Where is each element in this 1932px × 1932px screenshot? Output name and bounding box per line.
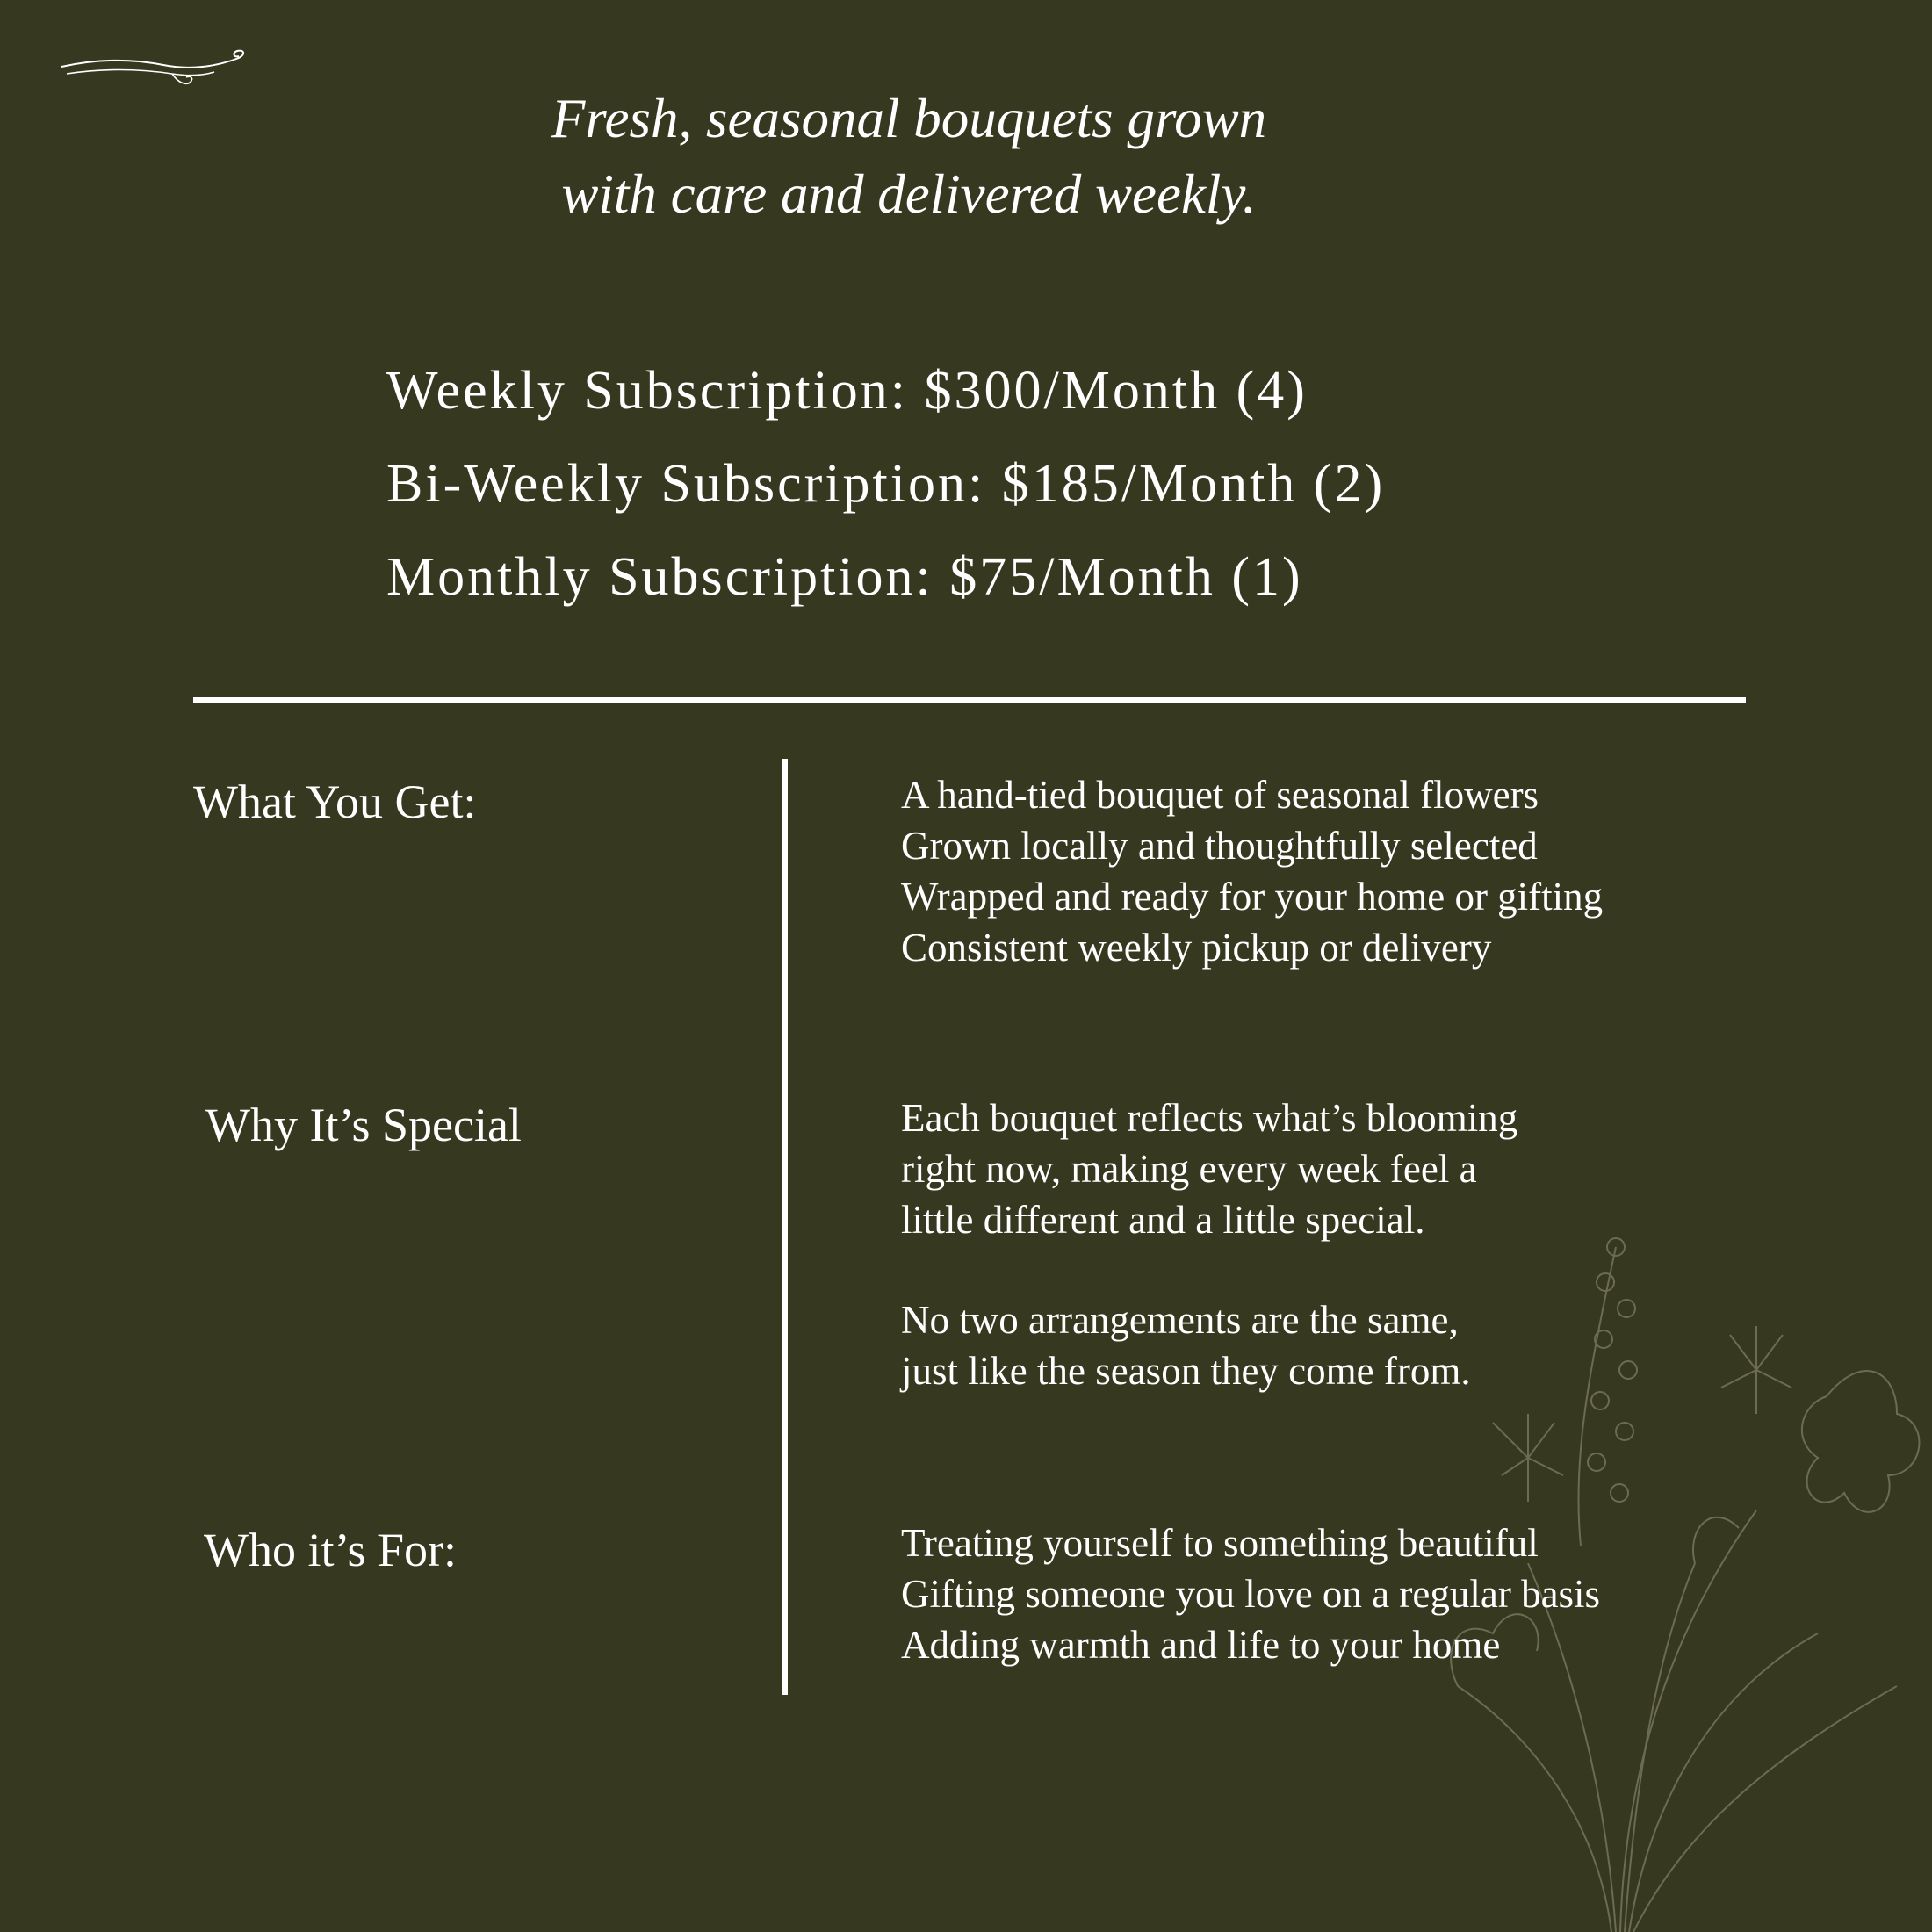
list-item: Treating yourself to something beautiful xyxy=(901,1521,1539,1565)
label-who-for: Who it’s For: xyxy=(204,1524,458,1576)
label-why-special: Why It’s Special xyxy=(205,1099,522,1151)
tagline xyxy=(0,81,1818,232)
price-monthly: Monthly Subscription: $75/Month (1) xyxy=(386,547,1303,607)
list-item: Wrapped and ready for your home or gifting xyxy=(901,875,1604,919)
label-what-you-get: What You Get: xyxy=(193,775,477,828)
vertical-divider xyxy=(782,759,788,1695)
list-item: Adding warmth and life to your home xyxy=(901,1623,1501,1667)
list-item: Consistent weekly pickup or delivery xyxy=(901,926,1492,970)
who-for-list xyxy=(901,1517,1779,1670)
paragraph-line: just like the season they come from. xyxy=(901,1349,1471,1393)
list-item: Grown locally and thoughtfully selected xyxy=(901,824,1538,868)
pricing-list xyxy=(386,344,1385,624)
price-bi-weekly: Bi-Weekly Subscription: $185/Month (2) xyxy=(386,454,1386,514)
list-item: A hand-tied bouquet of seasonal flowers xyxy=(901,773,1539,817)
why-special-text xyxy=(901,1092,1779,1396)
tagline-line-1: Fresh, seasonal bouquets grown xyxy=(551,88,1267,149)
horizontal-divider xyxy=(193,697,1746,703)
paragraph-line xyxy=(901,1245,1779,1294)
price-weekly: Weekly Subscription: $300/Month (4) xyxy=(386,361,1308,421)
list-item: Gifting someone you love on a regular basis xyxy=(901,1572,1601,1616)
paragraph-line: little different and a little special. xyxy=(901,1198,1425,1242)
paragraph-line: No two arrangements are the same, xyxy=(901,1298,1459,1342)
paragraph-line: right now, making every week feel a xyxy=(901,1147,1477,1191)
what-you-get-list xyxy=(901,769,1779,973)
paragraph-line: Each bouquet reflects what’s blooming xyxy=(901,1096,1518,1140)
tagline-line-2: with care and delivered weekly. xyxy=(561,163,1257,225)
